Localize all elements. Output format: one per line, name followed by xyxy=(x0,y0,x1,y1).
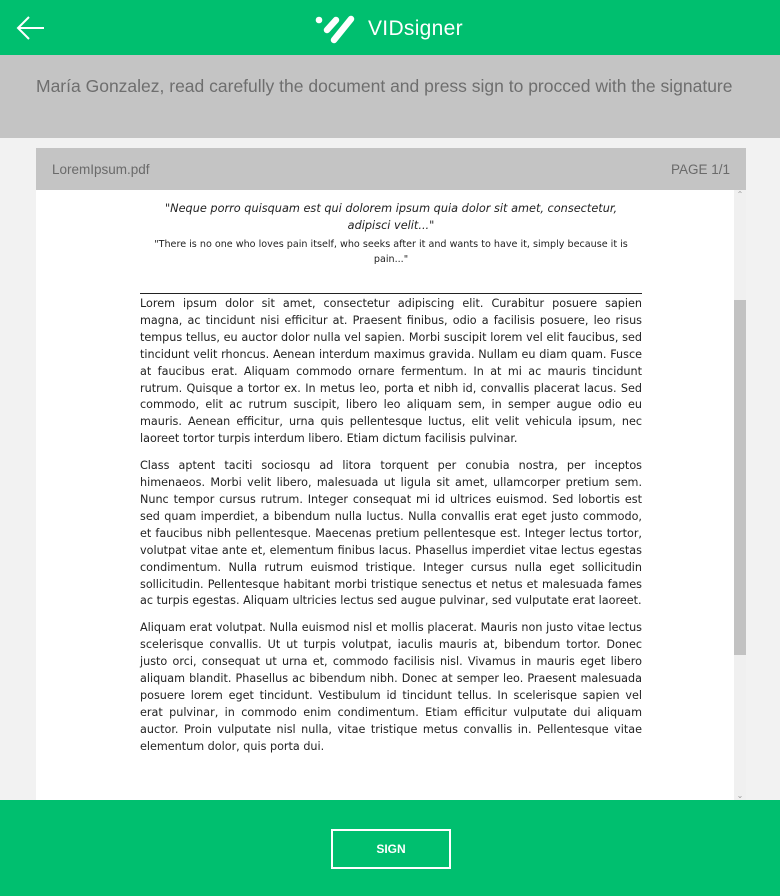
scrollbar[interactable] xyxy=(734,190,746,800)
divider xyxy=(140,293,642,294)
document-page xyxy=(140,200,642,756)
paragraph: Class aptent taciti sociosqu ad litora torquent per conubia nostra, per inceptos himenaeos. Morbi velit libero, malesuada ut ligula sit amet, ullamcorper pretium sem. Nunc tempor cursus rutrum. Integer consequat mi id ultrices euismod. Sed lobortis est sed quam imperdiet, a bibendum nulla luctus. Nulla convallis erat eget justo commodo, et faucibus nibh pellentesque. Maecenas pretium pellentesque est. Integer lectus tortor, volutpat vitae ante et, elementum finibus lacus. Phasellus imperdiet vitae lectus egestas condimentum. Nulla rutrum euismod tristique. Integer cursus nulla eget sollicitudin sollicitudin. Pellentesque habitant morbi tristique senectus et netus et malesuada fames ac turpis egestas. Aliquam ultricies lectus sed augue pulvinar, sed vulputate erat laoreet. xyxy=(140,459,642,608)
document-filename: LoremIpsum.pdf xyxy=(52,161,150,177)
english-quote: "There is no one who loves pain itself, who seeks after it and wants to have it, simply because it is pain..." xyxy=(154,239,628,265)
document-viewer[interactable] xyxy=(36,190,746,800)
brand-name: VIDsigner xyxy=(368,17,463,40)
page-indicator: PAGE 1/1 xyxy=(670,161,730,177)
logo-mark-icon xyxy=(314,14,360,44)
scroll-up-icon[interactable]: ⌃ xyxy=(736,190,744,199)
paragraph: Lorem ipsum dolor sit amet, consectetur adipiscing elit. Curabitur posuere sapien magna, ac tincidunt nisi efficitur at. Praesent finibus, odio a facilisis posuere, leo risus tempus tellus, eu auctor dolor nulla vel sapien. Morbi suscipit lorem vel elit faucibus, sed tincidunt velit rhoncus. Aenean interdum maximus gravida. Nullam eu diam quam. Fusce at faucibus erat. Aliquam commodo ornare fermentum. In at mi ac mauris tincidunt rutrum. Quisque a tortor ex. In metus leo, porta et nibh id, convallis placerat lacus. Sed commodo, elit ac rutrum suscipit, libero leo aliquam sem, in semper augue odio eu mauris. Aenean efficitur, urna quis pellentesque luctus, elit velit vehicula ipsum, nec laoreet tortor turpis interdum libero. Etiam dictum facilisis pulvinar. xyxy=(140,297,642,446)
arrow-left-icon xyxy=(16,14,46,42)
instruction-banner: María Gonzalez, read carefully the document and press sign to procced with the signature xyxy=(0,55,780,138)
footer-bar xyxy=(0,800,780,896)
document-header xyxy=(36,148,746,190)
latin-quote: "Neque porro quisquam est qui dolorem ipsum quia dolor sit amet, consectetur, adipisci velit..." xyxy=(164,202,618,232)
vidsigner-logo xyxy=(314,14,463,44)
scroll-down-icon[interactable]: ⌄ xyxy=(736,791,744,800)
scrollbar-thumb[interactable] xyxy=(734,300,746,655)
sign-button[interactable]: SIGN xyxy=(331,829,451,869)
paragraph: Aliquam erat volutpat. Nulla euismod nisl et mollis placerat. Mauris non justo vitae lectus scelerisque convallis. Ut ut turpis volutpat, iaculis mauris at, bibendum tortor. Donec justo orci, consequat ut urna et, commodo facilisis nisl. Vivamus in mauris eget libero aliquam blandit. Phasellus ac bibendum nibh. Donec at semper leo. Praesent malesuada posuere lorem eget tincidunt. Vestibulum id tincidunt tellus. In scelerisque sapien vel erat pulvinar, in commodo enim condimentum. Etiam efficitur vulputate dui aliquam auctor. Proin vulputate nisl nulla, vitae tristique metus convallis in. Pellentesque vitae elementum dolor, quis porta dui. xyxy=(140,621,642,753)
top-bar xyxy=(0,0,780,55)
back-button[interactable] xyxy=(16,14,46,42)
